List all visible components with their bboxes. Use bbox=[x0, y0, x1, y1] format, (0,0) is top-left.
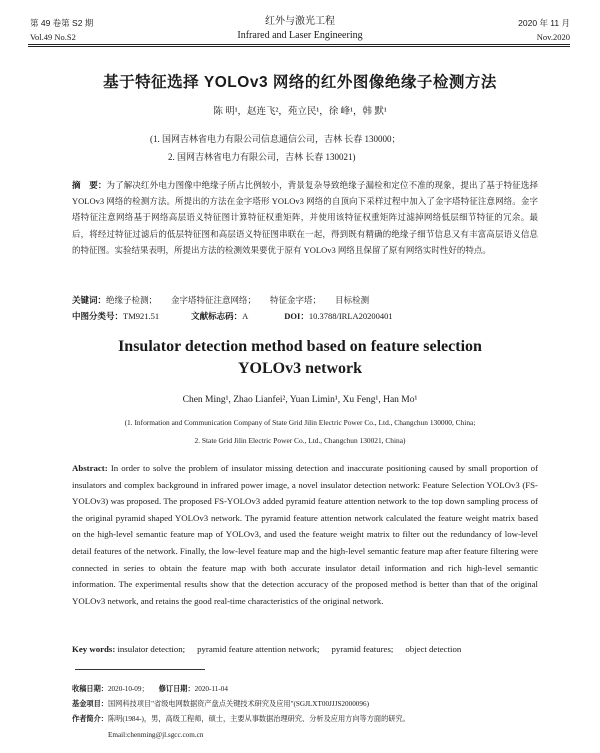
header-issue-en: Vol.49 No.S2 bbox=[30, 32, 76, 42]
cn-keyword-2: 金字塔特征注意网络； bbox=[171, 295, 257, 305]
en-title-line-1: Insulator detection method based on feature selection bbox=[118, 338, 482, 355]
en-abstract-label: Abstract: bbox=[72, 463, 108, 473]
clc-value: TM921.51 bbox=[123, 311, 160, 321]
doc-code-label: 文献标志码： bbox=[191, 311, 243, 321]
cn-keyword-3: 特征金字塔； bbox=[270, 295, 322, 305]
footnote-dates bbox=[72, 684, 228, 694]
fund-label: 基金项目： bbox=[72, 700, 108, 708]
cn-abstract-label: 摘 要： bbox=[72, 180, 107, 190]
cn-keyword-1: 绝缘子检测； bbox=[106, 295, 158, 305]
en-keyword-2: pyramid feature attention network; bbox=[197, 644, 320, 654]
cn-affiliation-2: 2. 国网吉林省电力有限公司，吉林 长春 130021) bbox=[168, 152, 356, 162]
en-title-line-2: YOLOv3 network bbox=[238, 360, 362, 377]
revised-label: 修订日期： bbox=[158, 685, 195, 693]
cn-keyword-4: 目标检测 bbox=[335, 295, 370, 305]
doi-value: 10.3788/IRLA20200401 bbox=[308, 311, 393, 321]
cn-authors: 陈 明¹，赵连飞²，苑立民¹，徐 峰¹，韩 默¹ bbox=[213, 107, 387, 117]
doi-label: DOI： bbox=[284, 311, 309, 321]
cn-abstract-text: 为了解决红外电力图像中绝缘子所占比例较小，背景复杂导致绝缘子漏检和定位不准的现象，提出了基于特征选择 YOLOv3 网络的检测方法。所提出的方法在金字塔形 YOLOv3 网络的自顶向下采样过程中加入了金字塔特征注意网络。金字塔特征注意网络基于网络高层语义特征图计算特征权重矩阵，并使用该特征权重矩阵过滤掉网络低层细节特征的冗余。最后，将经过特征过滤后的低层特征图和高层语义特征图串联在一起，得到既有精确的绝缘子细节信息又有丰富高层语义信息的特征图。实验结果表明，所提出方法的检测效果要优于原有 YOLOv3 网络且保留了原有网络实时性好的特点。 bbox=[72, 180, 538, 255]
author-bio-value: 陈明(1984-)，男，高级工程师，硕士，主要从事数据治理研究、分析及应用方向等方面的研究。 bbox=[107, 715, 410, 723]
cn-affiliation-1: (1. 国网吉林省电力有限公司信息通信公司，吉林 长春 130000； bbox=[150, 134, 401, 144]
en-abstract-text: In order to solve the problem of insulator missing detection and inaccurate positioning caused by small proportion of insulators and complex background in infrared power image, a novel insulator detection network: Feature Selection YOLOv3 (FS-YOLOv3) was proposed. The proposed FS-YOLOv3 added pyramid feature attention network to the top down sampling process of the original pyramid shaped YOLOv3 network. The pyramid feature attention network calculated the feature weight matrix based on the high-level semantic feature map of YOLOv3, and used the feature weight matrix to filter out the redundancy of low-level detail features of the network. Finally, the low-level feature map and the high-level semantic feature map after feature filtering were connected in series to obtain the feature map with both accurate insulator detail information and rich high-level semantic information. The experimental results show that the detection accuracy of the proposed method is better than that of the original YOLOv3 network, and retains the good real-time characteristics of the original network. bbox=[72, 463, 538, 606]
footnote-email: Email:chenming@jl.sgcc.com.cn bbox=[108, 731, 204, 739]
en-keywords-label: Key words: bbox=[72, 644, 116, 654]
en-keyword-1: insulator detection; bbox=[117, 644, 186, 654]
author-bio-label: 作者简介： bbox=[72, 715, 108, 723]
fund-value: 国网科技项目"省级电网数据资产盘点关键技术研究及应用"(SGJLXT00JJJS2000096) bbox=[107, 700, 369, 708]
en-keywords bbox=[72, 644, 552, 654]
cn-classification bbox=[72, 310, 407, 322]
cn-abstract bbox=[72, 177, 538, 258]
en-affiliation-1: (1. Information and Communication Company of State Grid Jilin Electric Power Co., Ltd., Changchun 130000, China; bbox=[124, 418, 476, 427]
en-abstract bbox=[72, 460, 538, 609]
footnote-rule bbox=[75, 669, 205, 670]
cn-keywords bbox=[72, 294, 383, 306]
header-date-cn: 2020 年 11 月 bbox=[518, 18, 570, 28]
header-issue-cn: 第 49 卷第 S2 期 bbox=[30, 18, 94, 28]
en-authors: Chen Ming¹, Zhao Lianfei², Yuan Limin¹, Xu Feng¹, Han Mo¹ bbox=[182, 395, 418, 405]
en-keyword-4: object detection bbox=[405, 644, 462, 654]
footnote-author bbox=[72, 714, 410, 724]
header-journal-cn: 红外与激光工程 bbox=[265, 16, 335, 27]
revised-value: 2020-11-04 bbox=[194, 685, 228, 693]
cn-title: 基于特征选择 YOLOv3 网络的红外图像绝缘子检测方法 bbox=[103, 74, 497, 91]
clc-label: 中图分类号： bbox=[72, 311, 124, 321]
header-date-en: Nov.2020 bbox=[536, 32, 570, 42]
header-journal-en: Infrared and Laser Engineering bbox=[237, 30, 363, 41]
doc-code-value: A bbox=[242, 311, 249, 321]
footnote-fund bbox=[72, 699, 369, 709]
header-rule-top bbox=[28, 44, 570, 45]
en-keyword-3: pyramid features; bbox=[331, 644, 394, 654]
en-affiliation-2: 2. State Grid Jilin Electric Power Co., Ltd., Changchun 130021, China) bbox=[194, 436, 406, 445]
cn-keywords-label: 关键词： bbox=[72, 295, 107, 305]
received-label: 收稿日期： bbox=[72, 685, 108, 693]
header-rule-bottom bbox=[28, 46, 570, 47]
received-value: 2020-10-09； bbox=[107, 685, 149, 693]
